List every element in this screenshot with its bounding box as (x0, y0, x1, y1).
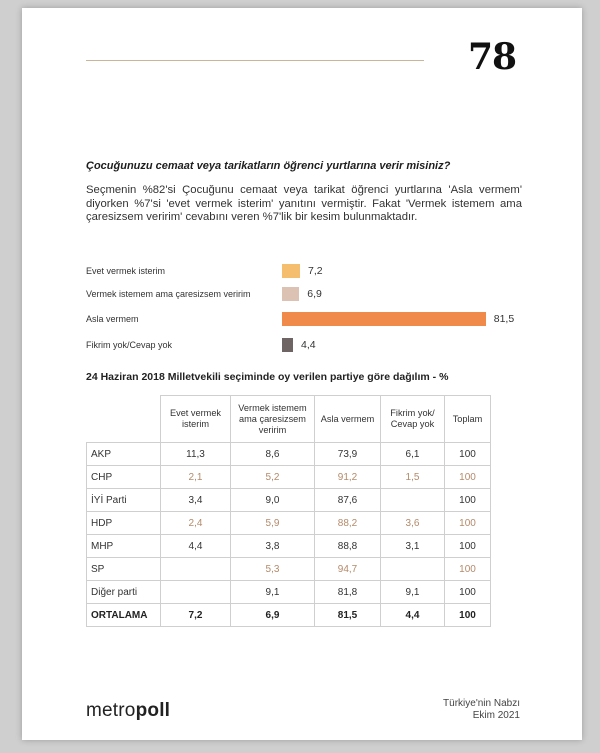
table-cell: 5,9 (231, 512, 315, 535)
table-cell: 9,1 (381, 581, 445, 604)
summary-paragraph: Seçmenin %82'si Çocuğunu cemaat veya tarikat öğrenci yurtlarına 'Asla vermem' diyorken %7'si 'evet vermek isterim' yanıtını vermiştir. Fakat 'Vermek istemem ama çaresizsem veririm' cevabını veren %7'lik bir kesim bulunmaktadır. (86, 184, 522, 223)
table-cell (161, 558, 231, 581)
bar-value: 81,5 (493, 313, 515, 325)
table-cell: 6,9 (231, 604, 315, 627)
bar-value: 4,4 (301, 339, 316, 351)
table-row (87, 443, 491, 466)
table-row (87, 581, 491, 604)
bar-row-evet (86, 264, 526, 278)
table-cell: 100 (445, 512, 491, 535)
logo-part-2: poll (135, 700, 171, 721)
report-page (22, 8, 582, 740)
table-cell (381, 558, 445, 581)
party-name: HDP (87, 512, 161, 535)
party-name: SP (87, 558, 161, 581)
bar-label: Evet vermek isterim (86, 266, 166, 276)
table-cell: 100 (445, 581, 491, 604)
table-cell: 8,6 (231, 443, 315, 466)
party-name: ORTALAMA (87, 604, 161, 627)
table-cell: 94,7 (315, 558, 381, 581)
table-cell: 100 (445, 489, 491, 512)
table-cell: 100 (445, 466, 491, 489)
header-blank (87, 396, 161, 443)
footer-line-1: Türkiye'nin Nabzı (443, 698, 520, 709)
header-asla: Asla vermem (315, 396, 381, 443)
footer-line-2: Ekim 2021 (472, 710, 520, 721)
table-row (87, 558, 491, 581)
party-name: MHP (87, 535, 161, 558)
bar-fill-evet (282, 264, 300, 278)
header-toplam: Toplam (445, 396, 491, 443)
table-cell: 9,1 (231, 581, 315, 604)
bar-value: 7,2 (308, 265, 323, 277)
table-cell: 3,4 (161, 489, 231, 512)
bar-row-asla (86, 312, 526, 326)
table-cell: 6,1 (381, 443, 445, 466)
table-cell: 100 (445, 558, 491, 581)
table-cell: 100 (445, 535, 491, 558)
table-row-average (87, 604, 491, 627)
table-cell: 5,2 (231, 466, 315, 489)
table-cell: 2,4 (161, 512, 231, 535)
table-cell: 2,1 (161, 466, 231, 489)
party-name: İYİ Parti (87, 489, 161, 512)
table-cell: 87,6 (315, 489, 381, 512)
metropoll-logo (86, 700, 170, 722)
header-vermek-istemem: Vermek istemem ama çaresizsem veririm (231, 396, 315, 443)
table-cell: 7,2 (161, 604, 231, 627)
table-cell: 73,9 (315, 443, 381, 466)
table-row (87, 535, 491, 558)
table-cell: 100 (445, 604, 491, 627)
table-cell: 4,4 (381, 604, 445, 627)
header-fikrim-yok: Fikrim yok/ Cevap yok (381, 396, 445, 443)
table-row (87, 466, 491, 489)
bar-label: Vermek istemem ama çaresizsem veririm (86, 289, 251, 299)
bar-value: 6,9 (307, 288, 322, 300)
table-cell: 1,5 (381, 466, 445, 489)
results-table (86, 395, 491, 627)
table-cell: 88,8 (315, 535, 381, 558)
header-evet: Evet vermek isterim (161, 396, 231, 443)
table-cell: 3,8 (231, 535, 315, 558)
party-name: Diğer parti (87, 581, 161, 604)
logo-part-1: metro (86, 700, 136, 721)
bar-fill-asla (282, 312, 486, 326)
question-text: Çocuğunuzu cemaat veya tarikatların öğrenci yurtlarına verir misiniz? (86, 160, 451, 172)
table-cell: 88,2 (315, 512, 381, 535)
bar-label: Asla vermem (86, 314, 139, 324)
table-title: 24 Haziran 2018 Milletvekili seçiminde oy verilen partiye göre dağılım - % (86, 371, 449, 383)
bar-row-vermek-istemem (86, 287, 526, 301)
table-cell: 81,8 (315, 581, 381, 604)
table-cell: 11,3 (161, 443, 231, 466)
party-name: CHP (87, 466, 161, 489)
table-row (87, 512, 491, 535)
party-name: AKP (87, 443, 161, 466)
table-header-row (87, 396, 491, 443)
table-cell: 81,5 (315, 604, 381, 627)
table-cell: 5,3 (231, 558, 315, 581)
table-cell (161, 581, 231, 604)
table-cell: 4,4 (161, 535, 231, 558)
table-cell: 91,2 (315, 466, 381, 489)
bar-row-fikrim-yok (86, 338, 526, 352)
table-cell: 100 (445, 443, 491, 466)
footer (424, 698, 520, 722)
page-number: 78 (468, 36, 517, 78)
header-rule (86, 60, 424, 61)
table-cell: 3,1 (381, 535, 445, 558)
table-row (87, 489, 491, 512)
bar-label: Fikrim yok/Cevap yok (86, 340, 173, 350)
bar-fill-fikrim-yok (282, 338, 293, 352)
bar-fill-vermek-istemem (282, 287, 299, 301)
table-cell (381, 489, 445, 512)
table-cell: 3,6 (381, 512, 445, 535)
table-cell: 9,0 (231, 489, 315, 512)
